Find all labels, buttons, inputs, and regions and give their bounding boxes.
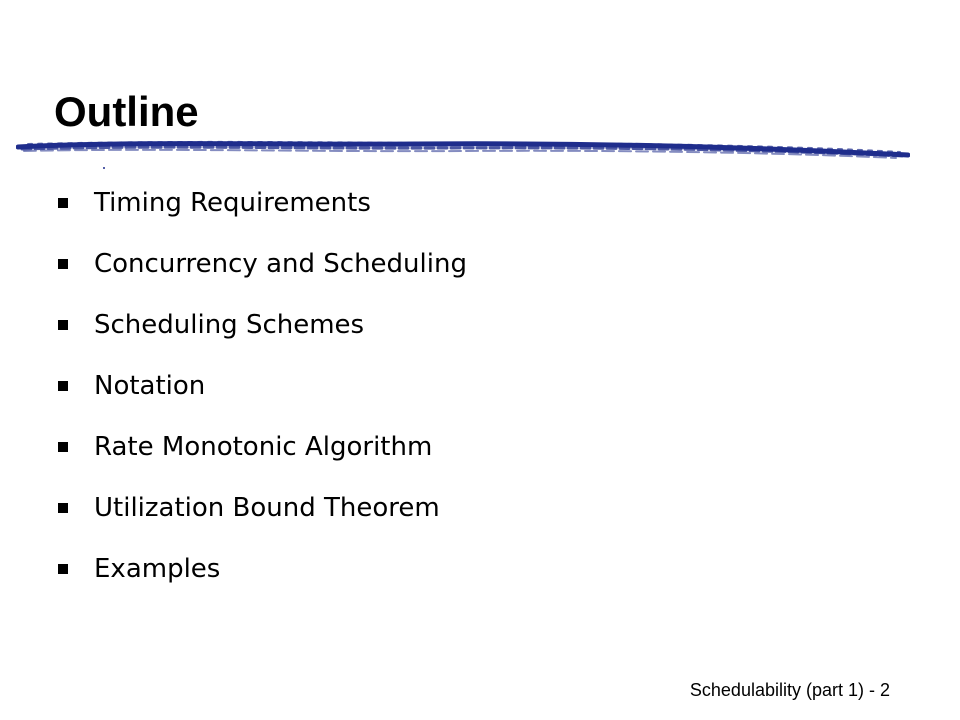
- bullet-text: Examples: [94, 553, 221, 584]
- square-bullet-icon: [58, 503, 68, 513]
- bullet-item: [58, 477, 467, 538]
- bullet-item: [58, 294, 467, 355]
- slide-footer: Schedulability (part 1) - 2: [689, 680, 890, 700]
- title-underline: [16, 138, 910, 172]
- slide-title: Outline: [54, 88, 199, 135]
- bullet-list: [58, 172, 467, 599]
- square-bullet-icon: [58, 442, 68, 452]
- square-bullet-icon: [58, 381, 68, 391]
- bullet-item: [58, 233, 467, 294]
- bullet-text: Utilization Bound Theorem: [94, 492, 440, 523]
- bullet-text: Scheduling Schemes: [94, 309, 365, 340]
- square-bullet-icon: [58, 320, 68, 330]
- bullet-item: [58, 416, 467, 477]
- bullet-text: Timing Requirements: [94, 187, 371, 218]
- bullet-item: [58, 355, 467, 416]
- bullet-text: Rate Monotonic Algorithm: [94, 431, 433, 462]
- bullet-text: Concurrency and Scheduling: [94, 248, 467, 279]
- square-bullet-icon: [58, 259, 68, 269]
- bullet-item: [58, 172, 467, 233]
- bullet-item: [58, 538, 467, 599]
- bullet-text: Notation: [94, 370, 206, 401]
- square-bullet-icon: [58, 564, 68, 574]
- square-bullet-icon: [58, 198, 68, 208]
